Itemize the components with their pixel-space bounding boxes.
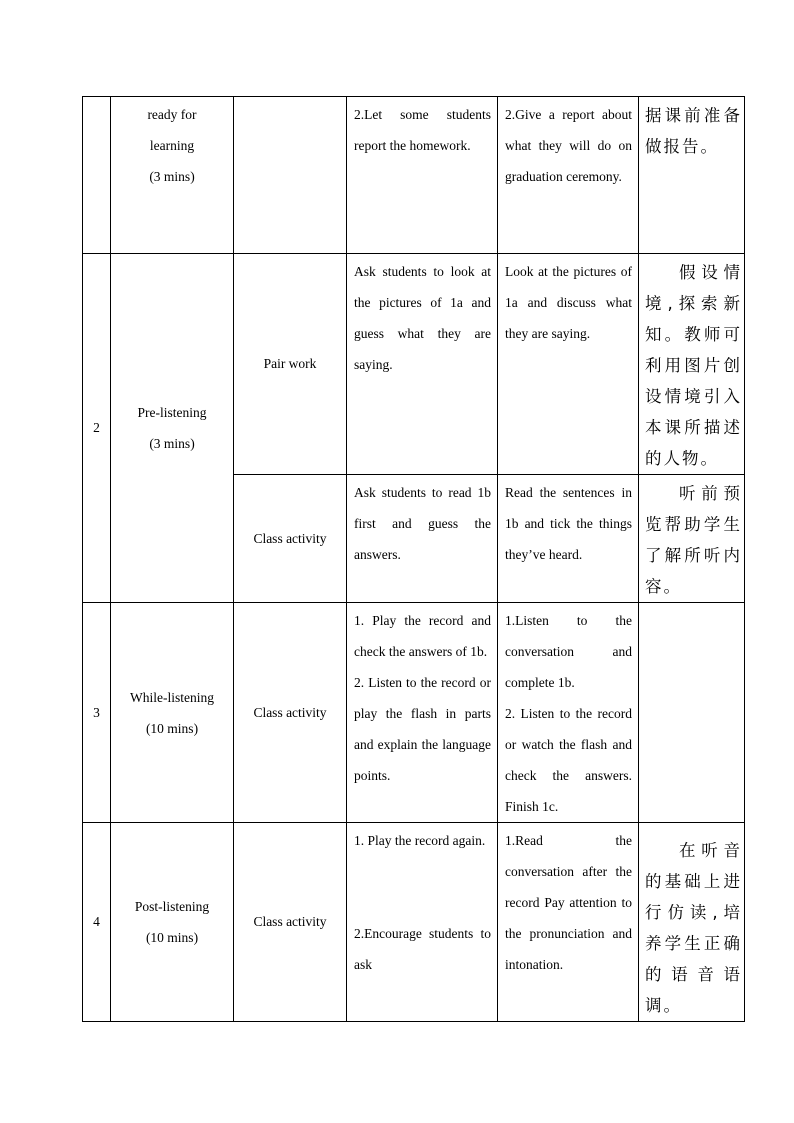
step-number-cell: 4 <box>83 823 111 1022</box>
teacher-activity-cell <box>347 97 498 254</box>
student-activity-text: 1.Listen to the conversation and complete 1b. <box>505 613 632 690</box>
lesson-plan-table <box>82 96 745 1022</box>
student-activity-text: 1.Read the conversation after the record Pay attention to the pronunciation and intonation. <box>505 833 632 972</box>
activity-form-cell <box>234 97 347 254</box>
stage-label: ready for <box>147 107 197 122</box>
stage-duration: (10 mins) <box>145 930 199 945</box>
stage-label: While-listening <box>130 689 214 705</box>
student-activity-text: Read the sentences in 1b and tick the things they’ve heard. <box>505 485 632 562</box>
purpose-text: 假设情境,探索新知。教师可利用图片创设情境引入本课所描述的人物。 <box>645 263 742 468</box>
teacher-activity-text: Ask students to read 1b first and guess the answers. <box>354 485 491 562</box>
activity-form-cell: Pair work <box>234 254 347 475</box>
teacher-activity-text: 1. Play the record and check the answers of 1b. <box>354 613 491 659</box>
activity-form-cell: Class activity <box>234 475 347 603</box>
table-row <box>83 254 745 475</box>
teacher-activity-text: 2.Encourage students to ask <box>354 926 491 972</box>
teacher-activity-cell <box>347 823 498 1022</box>
purpose-cell <box>639 603 745 823</box>
student-activity-text: Look at the pictures of 1a and discuss what they are saying. <box>505 264 632 341</box>
student-activity-cell <box>498 823 639 1022</box>
purpose-text: 据课前准备做报告。 <box>645 106 742 156</box>
stage-cell <box>111 97 234 254</box>
teacher-activity-text: 2. Listen to the record or play the flash in parts and explain the language points. <box>354 675 491 783</box>
stage-label: Post-listening <box>134 899 210 914</box>
table-row <box>83 603 745 823</box>
stage-duration: (3 mins) <box>149 436 195 451</box>
purpose-cell <box>639 823 745 1022</box>
student-activity-cell <box>498 254 639 475</box>
student-activity-text: 2.Give a report about what they will do on graduation ceremony. <box>505 107 632 184</box>
table-row <box>83 823 745 1022</box>
stage-label: Pre-listening <box>137 405 207 420</box>
teacher-activity-text: 2.Let some students report the homework. <box>354 107 491 153</box>
teacher-activity-cell <box>347 475 498 603</box>
teacher-activity-text: Ask students to look at the pictures of 1a and guess what they are saying. <box>354 264 491 372</box>
stage-cell <box>111 254 234 603</box>
step-number-cell: 2 <box>83 254 111 603</box>
student-activity-text: 2. Listen to the record or watch the flash and check the answers. Finish 1c. <box>505 706 632 814</box>
stage-duration: (10 mins) <box>145 720 199 736</box>
purpose-text: 在听音的基础上进行仿读,培养学生正确的语音语调。 <box>645 841 742 1015</box>
activity-form-cell: Class activity <box>234 603 347 823</box>
purpose-cell <box>639 97 745 254</box>
teacher-activity-text: 1. Play the record again. <box>354 833 486 848</box>
teacher-activity-cell <box>347 603 498 823</box>
step-number-cell: 3 <box>83 603 111 823</box>
stage-label: learning <box>149 138 195 153</box>
student-activity-cell <box>498 475 639 603</box>
step-number-cell <box>83 97 111 254</box>
purpose-cell <box>639 254 745 475</box>
teacher-activity-cell <box>347 254 498 475</box>
stage-cell <box>111 823 234 1022</box>
stage-cell <box>111 603 234 823</box>
spacer <box>354 856 491 918</box>
student-activity-cell <box>498 97 639 254</box>
table-row <box>83 97 745 254</box>
stage-duration: (3 mins) <box>149 169 195 184</box>
purpose-cell <box>639 475 745 603</box>
activity-form-cell: Class activity <box>234 823 347 1022</box>
purpose-text: 听前预览帮助学生了解所听内容。 <box>645 484 742 596</box>
student-activity-cell <box>498 603 639 823</box>
